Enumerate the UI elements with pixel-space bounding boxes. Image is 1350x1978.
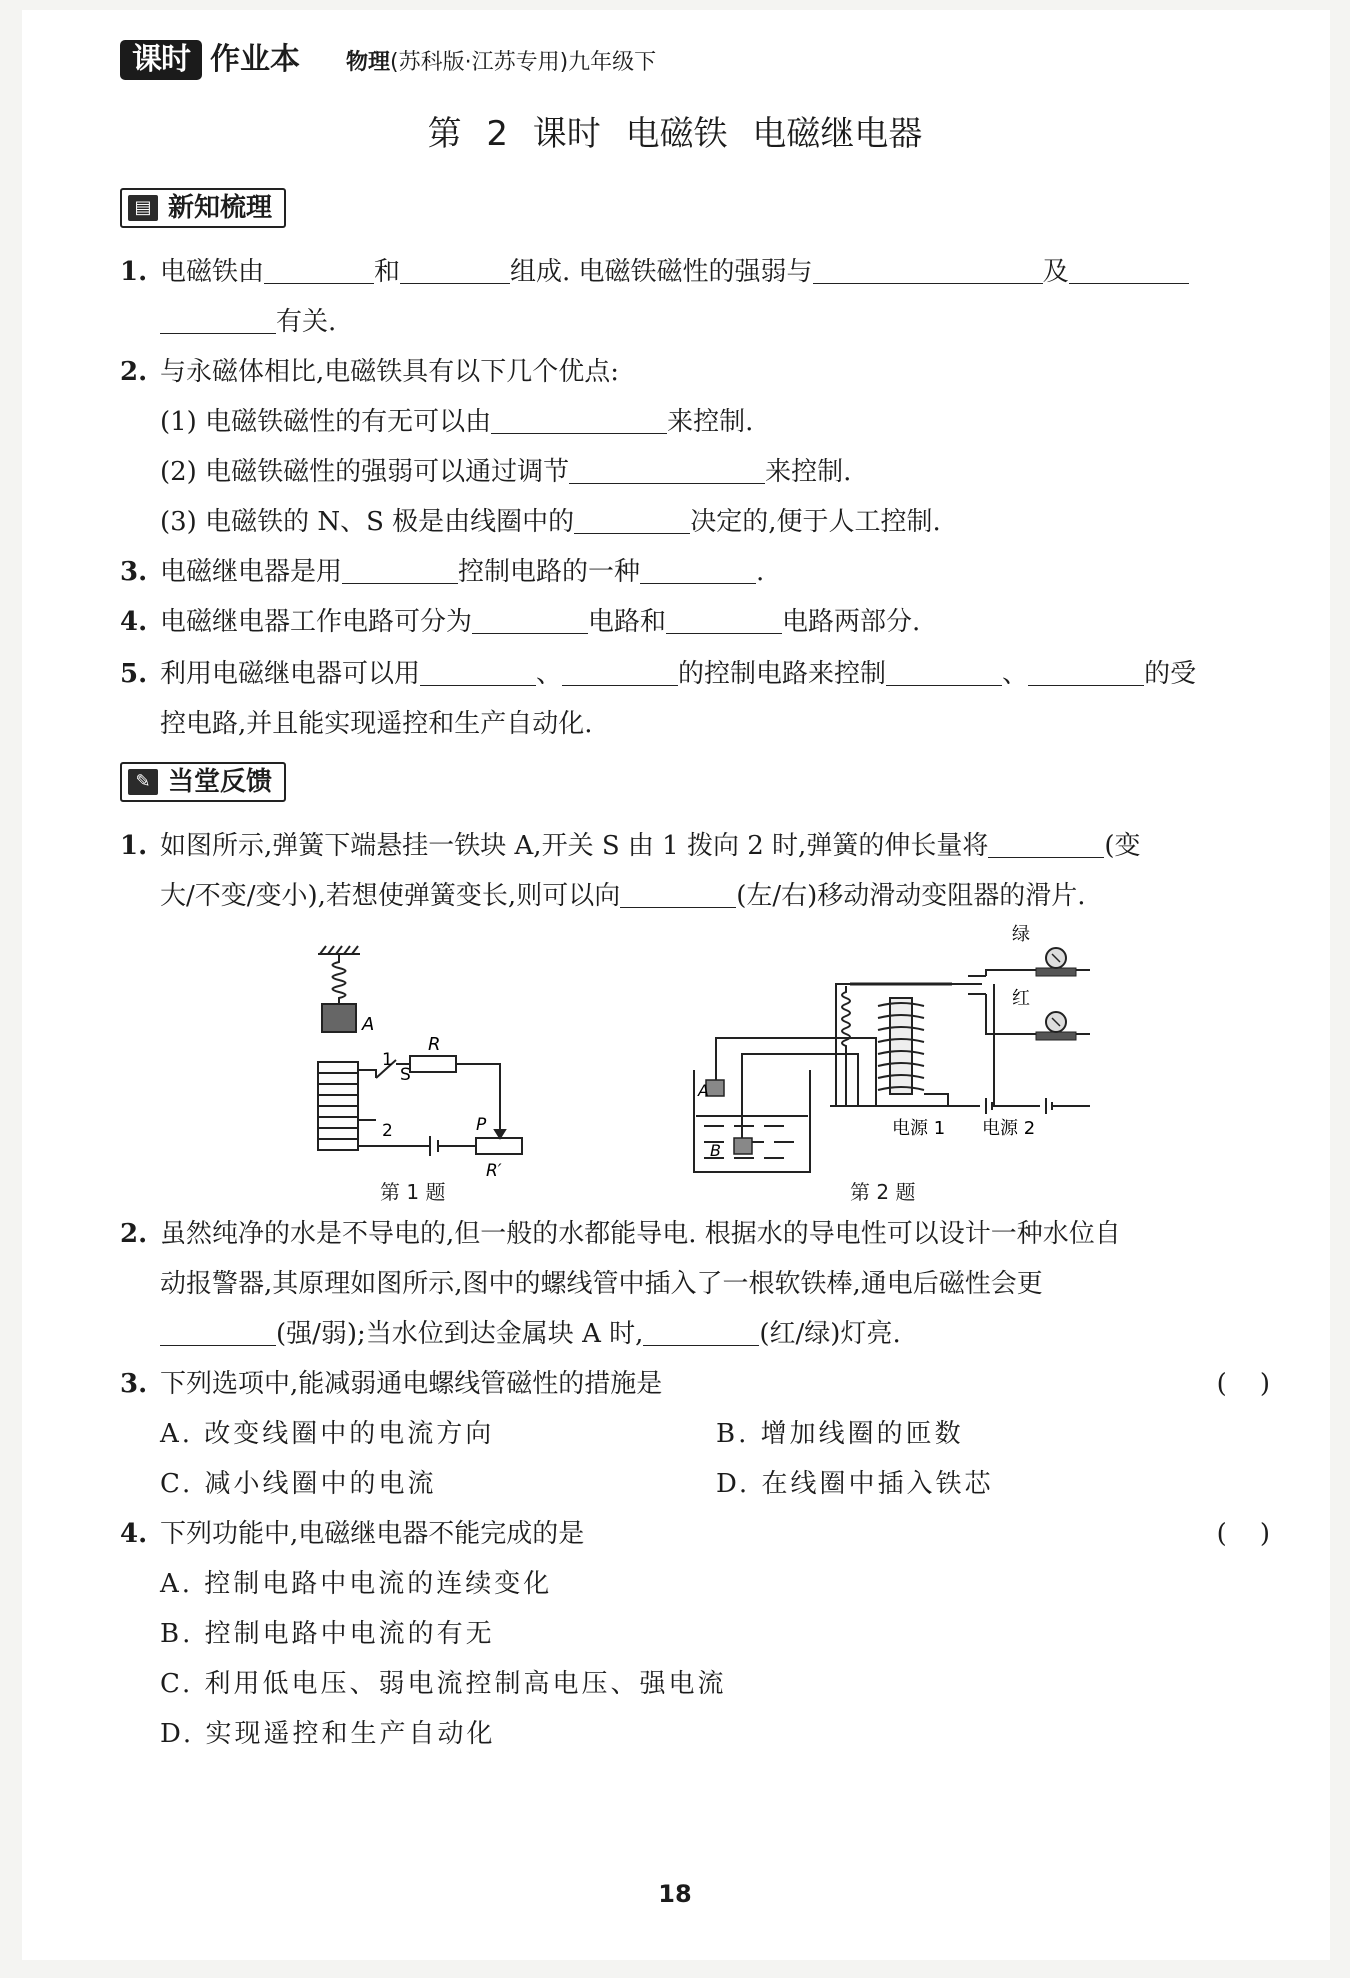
- xinzhi-q5-line2: 控电路,并且能实现遥控和生产自动化.: [160, 709, 593, 739]
- fankui-q1-line2: [160, 876, 1086, 916]
- edition: (苏科版·江苏专用)九年级下: [390, 50, 657, 75]
- q-number: 1.: [120, 257, 148, 287]
- fankui-q2-line3: [160, 1314, 901, 1354]
- iron-block: [322, 1004, 356, 1032]
- page-number: 18: [658, 1880, 692, 1908]
- text: 电磁继电器是用: [160, 557, 343, 587]
- text: 电路和: [588, 607, 667, 637]
- green-lamp-icon: [1036, 948, 1076, 976]
- text: 来控制.: [667, 407, 754, 437]
- text: 决定的,便于人工控制.: [690, 507, 941, 537]
- text: (左/右)移动滑动变阻器的滑片.: [736, 881, 1086, 911]
- spring: [333, 954, 346, 1004]
- option-d: D. 实现遥控和生产自动化: [160, 1719, 496, 1749]
- text: 的控制电路来控制: [678, 659, 887, 689]
- answer-blank[interactable]: [400, 253, 510, 284]
- option-a: A. 控制电路中电流的连续变化: [160, 1569, 553, 1599]
- text: 、: [1002, 659, 1029, 689]
- page-title: 第 2 课时 电磁铁 电磁继电器: [427, 114, 923, 154]
- answer-blank[interactable]: [420, 655, 536, 686]
- option-c: C. 利用低电压、弱电流控制高电压、强电流: [160, 1669, 727, 1699]
- q-number: 4.: [120, 607, 148, 637]
- answer-blank[interactable]: [988, 827, 1104, 858]
- metal-block-b: [734, 1138, 752, 1154]
- q-number: 3.: [120, 1369, 148, 1399]
- xinzhi-q2-p3: [160, 502, 941, 542]
- q-number: 5.: [120, 659, 148, 689]
- q-number: 2.: [120, 357, 148, 387]
- text: (变: [1104, 831, 1141, 861]
- figure-2-diagram: [690, 920, 1090, 1180]
- book-icon: ▤: [128, 195, 158, 221]
- text: (红/绿)灯亮.: [759, 1319, 901, 1349]
- text: 控制电路的一种: [458, 557, 641, 587]
- text: 及: [1042, 257, 1069, 287]
- answer-paren[interactable]: ( ): [1216, 1369, 1270, 1399]
- answer-blank[interactable]: [574, 503, 690, 534]
- label-a: A: [698, 1081, 709, 1100]
- header-subject: [346, 46, 656, 80]
- q-number: 4.: [120, 1519, 148, 1549]
- text: 和: [374, 257, 401, 287]
- xinzhi-q1-line1: [160, 252, 1189, 292]
- answer-paren[interactable]: ( ): [1216, 1519, 1270, 1549]
- label-r: R: [428, 1034, 441, 1055]
- answer-blank[interactable]: [1028, 655, 1144, 686]
- text: (2) 电磁铁磁性的强弱可以通过调节: [160, 457, 570, 487]
- label-power-source-2: 电源 2: [982, 1118, 1036, 1139]
- section-title: 当堂反馈: [168, 767, 273, 797]
- section-title: 新知梳理: [168, 193, 273, 223]
- option-d: D. 在线圈中插入铁芯: [716, 1469, 994, 1499]
- text: 来控制.: [765, 457, 852, 487]
- answer-blank[interactable]: [472, 603, 588, 634]
- figure-2-caption: 第 2 题: [850, 1180, 916, 1204]
- figure-1-caption: 第 1 题: [380, 1180, 446, 1204]
- option-b: B. 控制电路中电流的有无: [160, 1619, 495, 1649]
- logo-text: 作业本: [210, 42, 300, 77]
- answer-blank[interactable]: [886, 655, 1002, 686]
- label-p: P: [476, 1115, 487, 1135]
- option-c: C. 减小线圈中的电流: [160, 1469, 437, 1499]
- text: 电路两部分.: [782, 607, 921, 637]
- section-tag-xinzhi: [120, 188, 286, 228]
- label-b: B: [710, 1141, 721, 1160]
- fankui-q2-line2: 动报警器,其原理如图所示,图中的螺线管中插入了一根软铁棒,通电后磁性会更: [160, 1269, 1043, 1299]
- text: (1) 电磁铁磁性的有无可以由: [160, 407, 492, 437]
- text: 如图所示,弹簧下端悬挂一铁块 A,开关 S 由 1 拨向 2 时,弹簧的伸长量将: [160, 831, 989, 861]
- relay-spring: [842, 986, 850, 1106]
- answer-blank[interactable]: [640, 553, 756, 584]
- xinzhi-q2-p1: [160, 402, 753, 442]
- answer-blank[interactable]: [491, 403, 667, 434]
- xinzhi-q4: [160, 602, 920, 642]
- label-1: 1: [382, 1050, 393, 1070]
- answer-blank[interactable]: [160, 1315, 276, 1346]
- text: 电磁铁由: [160, 257, 265, 287]
- text: 电磁继电器工作电路可分为: [160, 607, 473, 637]
- text: 的受: [1144, 659, 1197, 689]
- label-2: 2: [382, 1121, 393, 1141]
- logo: 课时: [120, 40, 202, 80]
- answer-blank[interactable]: [342, 553, 458, 584]
- text: (3) 电磁铁的 N、S 极是由线圈中的: [160, 507, 575, 537]
- label-s: S: [400, 1065, 411, 1085]
- pencil-icon: ✎: [128, 769, 158, 795]
- label-r-prime: R′: [486, 1161, 502, 1181]
- q-number: 2.: [120, 1219, 148, 1249]
- answer-blank[interactable]: [264, 253, 374, 284]
- label-green: 绿: [1012, 924, 1030, 945]
- answer-blank[interactable]: [813, 253, 1043, 284]
- q-number: 3.: [120, 557, 148, 587]
- answer-blank[interactable]: [569, 453, 765, 484]
- xinzhi-q2-p2: [160, 452, 851, 492]
- answer-blank[interactable]: [562, 655, 678, 686]
- option-b: B. 增加线圈的匝数: [716, 1419, 964, 1449]
- section-tag-fankui: [120, 762, 286, 802]
- option-a: A. 改变线圈中的电流方向: [160, 1419, 495, 1449]
- answer-blank[interactable]: [620, 877, 736, 908]
- text: (强/弱);当水位到达金属块 A 时,: [276, 1319, 644, 1349]
- text: 有关.: [276, 307, 337, 337]
- xinzhi-q3: [160, 552, 764, 592]
- figure-1-diagram: [300, 940, 540, 1200]
- text: 、: [536, 659, 563, 689]
- slider-p: [495, 1130, 505, 1138]
- answer-blank[interactable]: [643, 1315, 759, 1346]
- xinzhi-q5-line1: [160, 654, 1196, 694]
- resistor-r: [410, 1056, 456, 1072]
- xinzhi-q2-stem: 与永磁体相比,电磁铁具有以下几个优点:: [160, 357, 620, 387]
- text: 大/不变/变小),若想使弹簧变长,则可以向: [160, 881, 621, 911]
- text: .: [756, 557, 765, 587]
- fankui-q2-line1: 虽然纯净的水是不导电的,但一般的水都能导电. 根据水的导电性可以设计一种水位自: [160, 1219, 1121, 1249]
- red-lamp-icon: [1036, 1012, 1076, 1040]
- text: 组成. 电磁铁磁性的强弱与: [510, 257, 813, 287]
- q-number: 1.: [120, 831, 148, 861]
- answer-blank[interactable]: [1069, 253, 1189, 284]
- answer-blank[interactable]: [160, 303, 276, 334]
- answer-blank[interactable]: [666, 603, 782, 634]
- fankui-q4-stem: 下列功能中,电磁继电器不能完成的是: [160, 1519, 585, 1549]
- label-red: 红: [1012, 988, 1030, 1009]
- subject: 物理: [346, 50, 391, 75]
- fankui-q1-line1: [160, 826, 1140, 866]
- label-a: A: [362, 1014, 375, 1035]
- xinzhi-q1-line2: [160, 302, 336, 342]
- rheostat: [476, 1138, 522, 1154]
- label-power-source-1: 电源 1: [892, 1118, 946, 1139]
- fankui-q3-stem: 下列选项中,能减弱通电螺线管磁性的措施是: [160, 1369, 663, 1399]
- text: 利用电磁继电器可以用: [160, 659, 421, 689]
